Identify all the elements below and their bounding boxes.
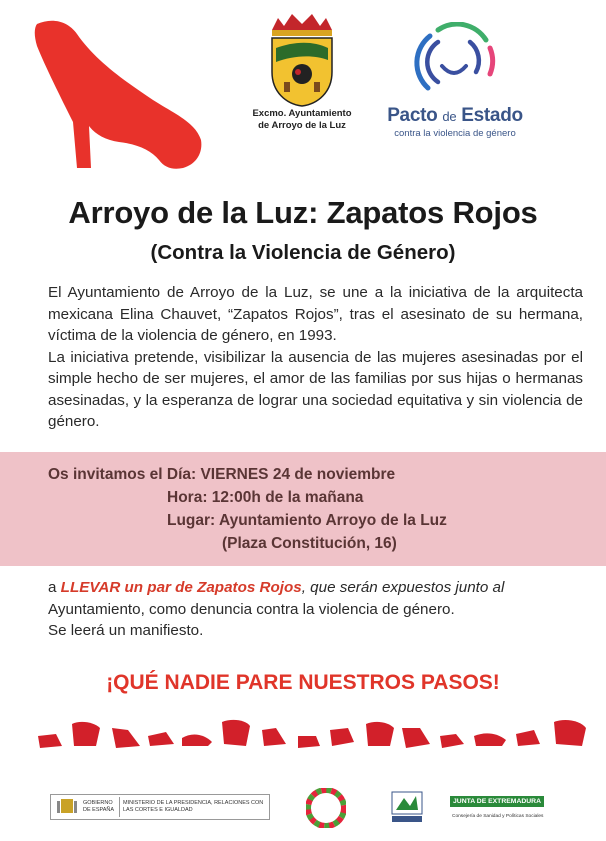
shoe-icon	[440, 734, 464, 748]
gobierno-label: GOBIERNO DE ESPAÑA	[83, 800, 115, 813]
shoe-icon	[222, 720, 250, 746]
pacto-title-part-a: Pacto	[387, 105, 443, 126]
footer-logos	[0, 782, 606, 832]
page-subtitle: (Contra la Violencia de Género)	[150, 241, 456, 264]
body-paragraph-2: La iniciativa pretende, visibilizar la ausencia de las mujeres asesinadas por el simple hecho de ser mujeres, el amor de las familias por sus hijas o hermanas asesinadas, y la esperanza de lograr una sociedad equitativa y sin violencia de género.	[48, 348, 583, 430]
shoe-icon	[474, 733, 506, 746]
junta-subtitle: Consejería de Sanidad y Políticas Sociales	[452, 814, 544, 819]
shoe-icon	[516, 730, 540, 746]
shoe-icon	[72, 722, 100, 746]
shoe-icon	[366, 722, 394, 746]
junta-extremadura-logo: JUNTA DE EXTREMADURA	[450, 796, 544, 807]
shoe-icon	[148, 732, 174, 746]
regional-emblem-icon	[390, 790, 424, 828]
closing-text	[48, 577, 593, 642]
invitation-date: Os invitamos el Día: VIERNES 24 de noviembre	[48, 466, 396, 483]
invitation-place: Lugar: Ayuntamiento Arroyo de la Luz	[167, 512, 447, 529]
pacto-title	[380, 105, 530, 127]
closing-emphasis: LLEVAR un par de Zapatos Rojos	[60, 579, 302, 596]
body-paragraph-1: El Ayuntamiento de Arroyo de la Luz, se une a la iniciativa de la arquitecta mexicana Elina Chauvet, “Zapatos Rojos”, tras el asesinato de su hermana, víctima de la violencia de género, en 1993.	[48, 284, 583, 344]
spain-crest-icon	[55, 797, 79, 817]
council-name	[236, 108, 368, 132]
pacto-subtitle: contra la violencia de género	[394, 128, 516, 139]
shoe-icon	[330, 728, 354, 746]
coat-of-arms-icon	[262, 12, 342, 108]
pacto-title-de: de	[442, 109, 457, 124]
invitation-address: (Plaza Constitución, 16)	[222, 535, 397, 552]
shoe-icon	[182, 735, 212, 746]
pacto-title-part-b: Estado	[456, 105, 523, 126]
slogan: ¡QUÉ NADIE PARE NUESTROS PASOS!	[106, 671, 500, 694]
shoe-icon	[402, 728, 430, 748]
red-shoes-row	[36, 716, 590, 758]
pacto-de-estado-logo	[408, 22, 500, 102]
ministerio-label: MINISTERIO DE LA PRESIDENCIA, RELACIONES CON LAS CORTES E IGUALDAD	[123, 800, 264, 813]
closing-line-2: Ayuntamiento, como denuncia contra la violencia de género.	[48, 600, 455, 618]
invitation-band	[0, 452, 606, 566]
sdg-wheel-icon	[306, 788, 346, 828]
closing-line-3: Se leerá un manifiesto.	[48, 622, 204, 639]
page-title: Arroyo de la Luz: Zapatos Rojos	[68, 195, 538, 230]
closing-rest: , que serán expuestos junto al	[301, 579, 505, 596]
council-name-line2: de Arroyo de la Luz	[258, 120, 346, 131]
shoe-icon	[112, 728, 140, 748]
council-name-line1: Excmo. Ayuntamiento	[252, 108, 352, 119]
red-high-heel-logo	[33, 18, 203, 170]
shoe-icon	[298, 736, 320, 748]
shoe-icon	[38, 734, 62, 748]
body-text	[48, 282, 583, 433]
invitation-time: Hora: 12:00h de la mañana	[167, 489, 364, 506]
shoe-icon	[262, 728, 286, 746]
closing-prefix: a	[48, 579, 61, 596]
shoe-icon	[554, 720, 586, 746]
government-logo	[50, 794, 270, 820]
